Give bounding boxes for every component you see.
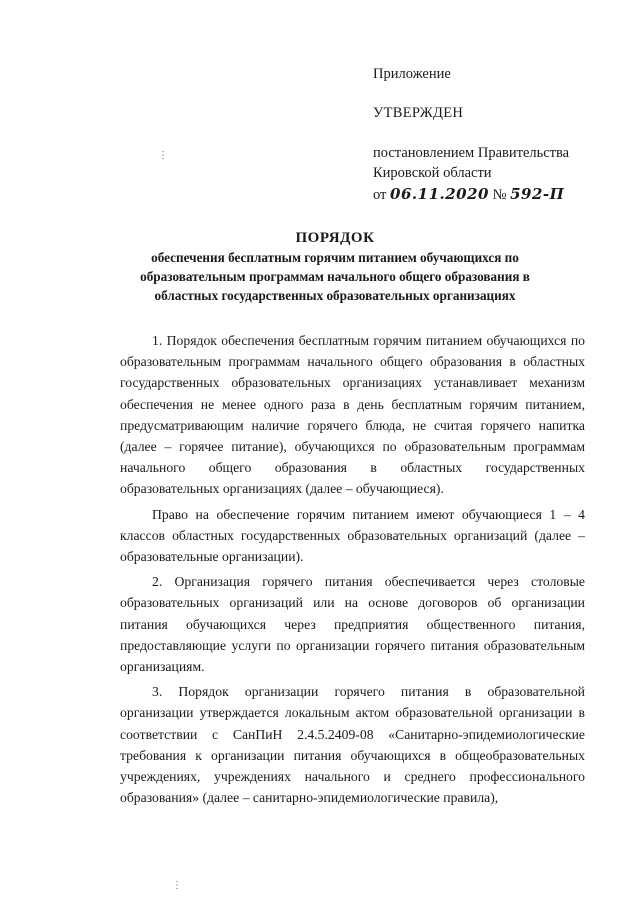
title-sub-line-1: обеспечения бесплатным горячим питанием обучающихся по: [151, 250, 519, 265]
paragraph: 2. Организация горячего питания обеспечивается через столовые образовательных организаций или на основе договоров об организации питания обучающихся через предприятия общественного питания, предоставляющие услуги по организации горячего питания образовательным организациям.: [120, 574, 585, 675]
date-prefix: от: [373, 187, 387, 203]
title-sub-line-3: областных государственных образовательных организациях: [154, 288, 516, 303]
handwritten-number: 592-П: [510, 185, 565, 203]
resolution-line-1: постановлением Правительства: [373, 145, 570, 161]
scan-artifact-mark: ⋮: [172, 880, 182, 891]
resolution-line-2: Кировской области: [373, 165, 492, 181]
scan-artifact-mark: ⋮: [158, 150, 168, 161]
appendix-label: Приложение: [373, 66, 451, 82]
title-sub-line-2: образовательным программам начального общего образования в: [140, 269, 530, 284]
paragraph: 3. Порядок организации горячего питания в образовательной организации утверждается локальным актом образовательной организации в соответствии с СанПиН 2.4.5.2409-08 «Санитарно-эпидемиологические требования к организации питания обучающихся в общеобразовательных учреждениях, учреждениях начального и среднего профессионального образования» (далее – санитарно-эпидемиологические правила),: [120, 684, 585, 806]
document-body: [120, 330, 585, 808]
paragraph: 1. Порядок обеспечения бесплатным горячим питанием обучающихся по образовательным программам начального общего образования в областных государственных образовательных организациях устанавливает механизм обеспечения не менее одного раза в день бесплатным горячим питанием, предусматривающим наличие горячего блюда, не считая горячего напитка (далее – горячее питание), обучающихся по образовательным программам начального общего образования в областных государственных образовательных организациях (далее – обучающиеся).: [120, 333, 585, 497]
approval-block: [373, 64, 613, 205]
number-prefix: №: [492, 187, 507, 203]
title-main: ПОРЯДОК: [295, 230, 375, 246]
date-line: [373, 184, 613, 205]
document-title: [100, 228, 570, 305]
approved-label: УТВЕРЖДЕН: [373, 105, 464, 121]
handwritten-date: 06.11.2020: [390, 185, 489, 203]
paragraph: Право на обеспечение горячим питанием имеют обучающиеся 1 – 4 классов областных государственных образовательных организаций (далее – образовательные организации).: [120, 506, 585, 565]
